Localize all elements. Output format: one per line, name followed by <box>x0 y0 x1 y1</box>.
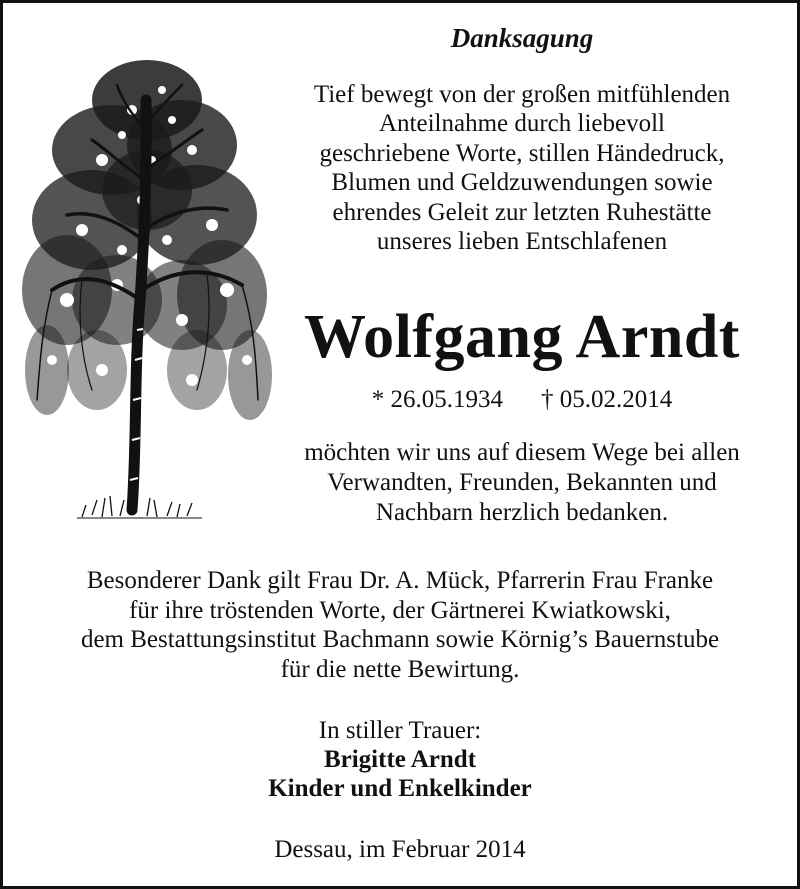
special-thanks <box>0 566 800 684</box>
thanks-line: möchten wir uns auf diesem Wege bei allen <box>304 439 740 466</box>
mourning-intro: In stiller Trauer: <box>318 717 482 744</box>
place-date: Dessau, im Februar 2014 <box>274 836 526 863</box>
death-date: † 05.02.2014 <box>541 386 673 413</box>
thanks-text <box>272 438 772 527</box>
birth-date: * 26.05.1934 <box>371 386 503 413</box>
intro-line: unseres lieben Entschlafenen <box>376 228 668 256</box>
thanks-line: Nachbarn herzlich bedanken. <box>375 498 669 526</box>
intro-line: Blumen und Geldzuwendungen sowie <box>331 169 713 197</box>
intro-line: Anteilnahme durch liebevoll <box>378 110 666 138</box>
deceased-name: Wolfgang Arndt <box>304 303 740 371</box>
life-dates <box>272 386 772 414</box>
intro-text <box>272 80 772 256</box>
thanks-line: Verwandten, Freunden, Bekannten und <box>327 468 717 496</box>
special-thanks-line: für ihre tröstenden Worte, der Gärtnerei Kwiatkowski, <box>129 596 671 624</box>
intro-line: Tief bewegt von der großen mitfühlenden <box>313 81 731 108</box>
mourner-name: Kinder und Enkelkinder <box>268 775 532 802</box>
special-thanks-line: dem Bestattungsinstitut Bachmann sowie Körnig’s Bauernstube <box>80 626 720 654</box>
mourner-name: Brigitte Arndt <box>323 746 477 773</box>
mourners-block <box>0 716 800 803</box>
special-thanks-line: Besonderer Dank gilt Frau Dr. A. Mück, Pfarrerin Frau Franke <box>86 567 714 594</box>
special-thanks-line: für die nette Bewirtung. <box>280 655 520 683</box>
birch-tree-icon <box>22 40 272 525</box>
intro-line: geschriebene Worte, stillen Händedruck, <box>319 139 725 167</box>
intro-line: ehrendes Geleit zur letzten Ruhestätte <box>332 198 712 226</box>
notice-heading: Danksagung <box>450 23 594 53</box>
